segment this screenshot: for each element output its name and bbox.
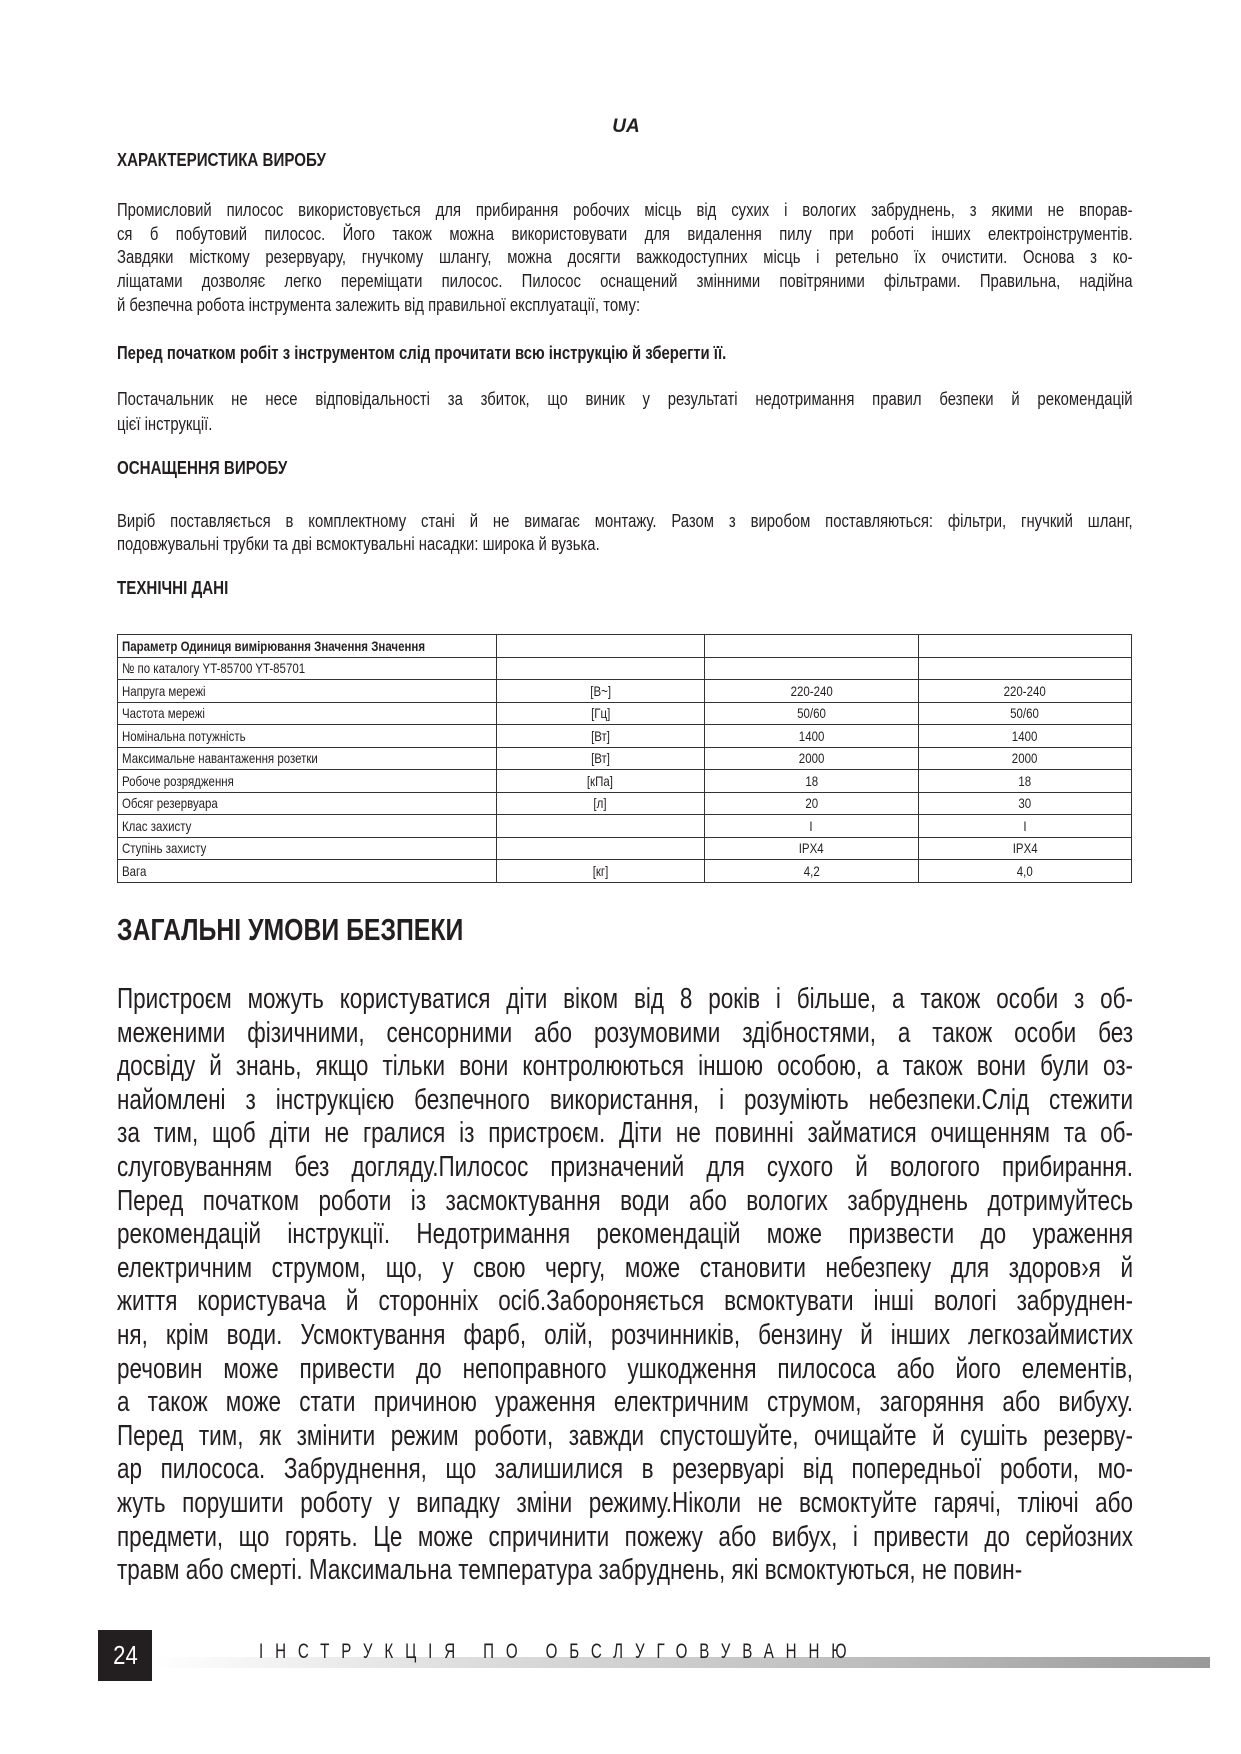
text-line: найомлені з інструкцією безпечного використання, і розуміють небезпеки.Слід стежити	[117, 1083, 1134, 1116]
text-line: Постачальник не несе відповідальності за збиток, що виник у результаті недотримання правил безпеки й рекомендацій	[117, 389, 1133, 409]
value-cell-1	[705, 680, 918, 703]
section-heading-safety: ЗАГАЛЬНІ УМОВИ БЕЗПЕКИ	[117, 912, 464, 947]
cell-text: 18	[1018, 772, 1032, 789]
unit-cell	[496, 680, 705, 703]
tech-data-table	[117, 634, 1132, 883]
table-row	[118, 725, 1132, 748]
footer-title: ІНСТРУКЦІЯ ПО ОБСЛУГОВУВАННЮ	[259, 1640, 859, 1663]
value-cell-1	[705, 725, 918, 748]
value-cell-1	[705, 770, 918, 793]
cell-text: Максимальне навантаження розетки	[122, 750, 318, 767]
cell-text: Вага	[122, 862, 147, 879]
cell-text: 1400	[798, 727, 825, 744]
param-cell	[118, 860, 497, 883]
cell-text: I	[1023, 817, 1027, 834]
cell-text: Робоче розрядження	[122, 772, 234, 789]
text-line: за тим, щоб діти не гралися із пристроєм. Діти не повинні займатися очищенням та об-	[117, 1117, 1134, 1150]
table-row	[118, 860, 1132, 883]
text-line: Перед тим, як змінити режим роботи, завжди спустошуйте, очищайте й сушіть резерву-	[117, 1419, 1134, 1452]
cell-text: I	[809, 817, 813, 834]
table-row	[118, 770, 1132, 793]
text-line: досвіду й знань, якщо тільки вони контролюються іншою особою, а також вони були оз-	[117, 1050, 1134, 1083]
table-row-catalog	[118, 657, 1132, 680]
text-line: електричним струмом, що, у свою чергу, може становити небезпеку для здоров›я й	[117, 1251, 1134, 1284]
value-cell-2	[918, 860, 1131, 883]
value-cell-2	[918, 747, 1131, 770]
value-cell-1	[705, 747, 918, 770]
cell-text: [л]	[593, 795, 607, 812]
table-cell	[918, 635, 1131, 658]
text-line: а також може стати причиною ураження електричним струмом, загоряння або вибуху.	[117, 1386, 1134, 1419]
cell-text: 4,2	[803, 862, 820, 879]
table-header-row	[118, 635, 1132, 658]
text-line: предмети, що горять. Це може спричинити пожежу або вибух, і привести до серйозних	[117, 1520, 1134, 1553]
param-cell	[118, 702, 497, 725]
note-line: Перед початком робіт з інструментом слід прочитати всю інструкцію й зберегти її.	[117, 343, 727, 363]
text-line: слуговуванням без догляду.Пилосос призначений для сухого й вологого прибирання.	[117, 1151, 1134, 1183]
text-line: Пристроєм можуть користуватися діти віком від 8 років і більше, а також особи з об-	[117, 983, 1134, 1015]
cell-text: 2000	[798, 750, 825, 767]
text-line: жуть порушити роботу у випадку зміни режиму.Ніколи не всмоктуйте гарячі, тліючі або	[117, 1487, 1134, 1519]
cell-text: Номінальна потужність	[122, 727, 246, 744]
text-line: ня, крім води. Усмоктування фарб, олій, розчинників, бензину й інших легкозаймистих	[117, 1319, 1134, 1351]
value-cell-1	[705, 702, 918, 725]
text-line: Завдяки місткому резервуару, гнучкому шлангу, можна досягти важкодоступних місць і ретельно їх очистити. Основа з ко-	[117, 247, 1133, 268]
text-line: Промисловий пилосос використовується для прибирання робочих місць від сухих і вологих забруднень, з якими не впорав-	[117, 200, 1133, 220]
table-cell	[496, 635, 705, 658]
param-cell	[118, 725, 497, 748]
section-heading-characteristics: ХАРАКТЕРИСТИКА ВИРОБУ	[117, 150, 326, 170]
cell-text: 1400	[1011, 727, 1038, 744]
param-cell	[118, 792, 497, 815]
header-text: Параметр Одиниця вимірювання Значення Значення	[122, 637, 426, 654]
value-cell-2	[918, 725, 1131, 748]
cell-text: Напруга мережі	[122, 682, 206, 699]
section-heading-equipment: ОСНАЩЕННЯ ВИРОБУ	[117, 458, 288, 478]
unit-cell	[496, 815, 705, 838]
text-line: травм або смерті. Максимальна температура забруднень, які всмоктуються, не повин-	[117, 1554, 1023, 1587]
text-line: ліщатами дозволяє легко переміщати пилосос. Пилосос оснащений змінними повітряними фільтрами. Правильна, надійна	[117, 271, 1133, 292]
language-label: UA	[612, 116, 640, 137]
value-cell-2	[918, 702, 1131, 725]
value-cell-1	[705, 837, 918, 860]
cell-text: [кг]	[592, 862, 609, 879]
table-cell	[496, 657, 705, 680]
cell-text: 18	[804, 772, 818, 789]
text-line: Виріб поставляється в комплектному стані й не вимагає монтажу. Разом з виробом поставляються: фільтри, гнучкий шланг,	[117, 511, 1133, 531]
cell-text: 4,0	[1016, 862, 1033, 879]
value-cell-2	[918, 770, 1131, 793]
text-line: рекомендацій інструкції. Недотримання рекомендацій може призвести до ураження	[117, 1218, 1134, 1251]
value-cell-1	[705, 860, 918, 883]
unit-cell	[496, 747, 705, 770]
text-line: ся б побутовий пилосос. Його також можна використовувати для видалення пилу при роботі інших електроінструментів.	[117, 223, 1133, 244]
cell-text: 2000	[1011, 750, 1038, 767]
value-cell-2	[918, 815, 1131, 838]
text-line: цієї інструкції.	[117, 413, 213, 434]
cell-text: 50/60	[796, 705, 826, 722]
cell-text: [Вт]	[590, 750, 610, 767]
table-row	[118, 702, 1132, 725]
param-cell	[118, 815, 497, 838]
unit-cell	[496, 725, 705, 748]
text-line: Перед початком роботи із засмоктування води або вологих забруднень дотримуйтесь	[117, 1184, 1134, 1217]
section-heading-tech-data: ТЕХНІЧНІ ДАНІ	[117, 578, 229, 598]
value-cell-2	[918, 837, 1131, 860]
table-row	[118, 747, 1132, 770]
cell-text: Обсяг резервуара	[122, 795, 218, 812]
cell-text: 30	[1018, 795, 1032, 812]
table-row	[118, 837, 1132, 860]
cell-text: [кПа]	[587, 772, 614, 789]
text-line: ар пилососа. Забруднення, що залишилися в резервуарі від попередньої роботи, мо-	[117, 1453, 1134, 1486]
page-number: 24	[112, 1640, 138, 1670]
text-line: й безпечна робота інструмента залежить від правильної експлуатації, тому:	[117, 294, 641, 315]
page-number-box	[98, 1630, 152, 1681]
cell-text: IPX4	[798, 840, 824, 857]
value-cell-1	[705, 815, 918, 838]
unit-cell	[496, 837, 705, 860]
unit-cell	[496, 860, 705, 883]
param-cell	[118, 680, 497, 703]
table-row	[118, 792, 1132, 815]
table-cell	[705, 657, 918, 680]
param-cell	[118, 747, 497, 770]
cell-text: Ступінь захисту	[122, 840, 207, 857]
value-cell-2	[918, 680, 1131, 703]
table-row	[118, 680, 1132, 703]
text-line: життя користувача й сторонніх осіб.Забороняється всмоктувати інші вологі забруднен-	[117, 1285, 1134, 1318]
unit-cell	[496, 702, 705, 725]
cell-text: IPX4	[1012, 840, 1038, 857]
cell-text: 220-240	[790, 682, 833, 699]
catalog-cell	[118, 657, 497, 680]
cell-text: [Вт]	[590, 727, 610, 744]
value-cell-2	[918, 792, 1131, 815]
cell-text: [В~]	[589, 682, 611, 699]
value-cell-1	[705, 792, 918, 815]
cell-text: Частота мережі	[122, 705, 205, 722]
cell-text: 220-240	[1003, 682, 1046, 699]
unit-cell	[496, 792, 705, 815]
cell-text: 50/60	[1010, 705, 1040, 722]
unit-cell	[496, 770, 705, 793]
cell-text: [Гц]	[590, 705, 610, 722]
table-row	[118, 815, 1132, 838]
cell-text: Клас захисту	[122, 817, 192, 834]
catalog-text: № по каталогу YT-85700 YT-85701	[122, 660, 306, 677]
text-line: речовин може привести до непоправного ушкодження пилососа або його елементів,	[117, 1352, 1134, 1385]
cell-text: 20	[804, 795, 818, 812]
text-line: меженими фізичними, сенсорними або розумовими здібностями, а також особи без	[117, 1016, 1134, 1049]
table-header-cell	[118, 635, 497, 658]
text-line: подовжувальні трубки та дві всмоктувальні насадки: широка й вузька.	[117, 534, 600, 554]
param-cell	[118, 837, 497, 860]
param-cell	[118, 770, 497, 793]
table-cell	[705, 635, 918, 658]
table-cell	[918, 657, 1131, 680]
